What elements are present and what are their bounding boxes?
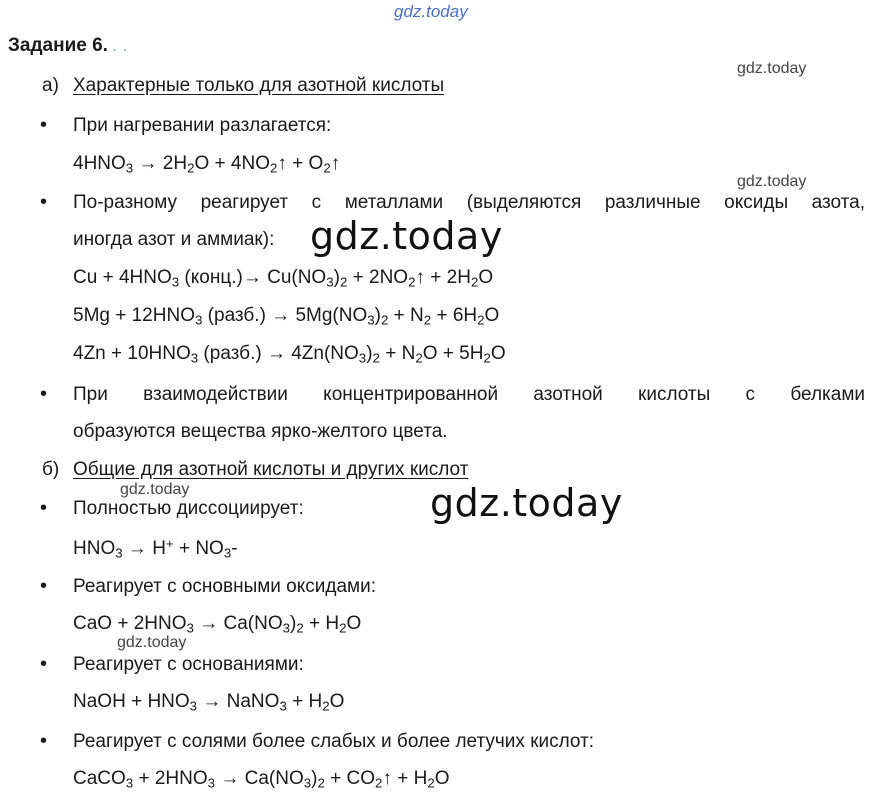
formula-subscript: 3 — [125, 160, 134, 176]
statement-text: При взаимодействии концентрированной азотной кислоты с белками — [73, 384, 865, 405]
watermark-small: gdz.today — [737, 60, 807, 77]
formula-subscript: 2 — [477, 312, 485, 328]
statement-text: Реагирует с основаниями: — [73, 654, 304, 675]
equation: $Cu + 4HNO_3$ (конц.)→ $Cu(NO_3)_2$ + $2NO_2↑ + 2H_2O$ — [73, 267, 494, 290]
equation: $HNO_3 \to H^+ + NO_3-$ — [73, 536, 238, 561]
equation: $5Mg + 12HNO_3$ (разб.) → $5Mg(NO_3)_2 + N_2 + 6H_2O$ — [73, 305, 500, 328]
formula-subscript: 2 — [427, 775, 435, 791]
bullet: • — [40, 730, 48, 752]
formula-subscript: 2 — [470, 274, 479, 290]
formula-subscript: 3 — [194, 312, 203, 328]
section-a-heading: Характерные только для азотной кислоты — [73, 75, 445, 96]
charge-superscript: + — [165, 536, 174, 551]
formula-subscript: 2 — [375, 775, 383, 791]
task-title — [8, 35, 128, 57]
formula-subscript: 3 — [303, 775, 312, 791]
formula-subscript: 2 — [423, 312, 432, 328]
formula-subscript: 3 — [223, 545, 232, 561]
formula-subscript: 3 — [171, 274, 180, 290]
bullet: • — [40, 653, 48, 675]
formula-subscript: 3 — [115, 545, 123, 561]
watermark-large: gdz.today — [310, 214, 503, 258]
statement-text: Реагирует с основными оксидами: — [73, 576, 376, 597]
formula-subscript: 3 — [207, 775, 216, 791]
bullet: • — [40, 383, 48, 405]
formula-subscript: 3 — [282, 620, 291, 636]
formula-subscript: 2 — [296, 620, 304, 636]
formula-subscript: 2 — [380, 312, 389, 328]
title-dots: . . — [111, 35, 128, 56]
statement-text: По-разному реагирует с металлами (выделяются различные оксиды азота, — [73, 192, 865, 213]
formula-subscript: 2 — [415, 350, 423, 366]
bullet: • — [40, 191, 48, 213]
statement-text: иногда азот и аммиак): — [73, 229, 275, 250]
formula-subscript: 3 — [367, 312, 375, 328]
statement-text: образуются вещества ярко-желтого цвета. — [73, 421, 448, 442]
equation: $4HNO_3 \to 2H_2O$ + $4NO_2↑$ + $O_2↑$ — [73, 153, 341, 176]
formula-subscript: 3 — [189, 698, 198, 714]
bullet: • — [40, 575, 48, 597]
formula-subscript: 3 — [125, 775, 134, 791]
statement-text: Полностью диссоциирует: — [73, 498, 304, 519]
bullet: • — [40, 497, 48, 519]
equation: CaO + $2HNO_3 \to Ca(NO_3)_2 + H_2O$ — [73, 613, 362, 636]
formula-subscript: 2 — [187, 160, 195, 176]
bullet: • — [40, 114, 48, 136]
section-b-heading: Общие для азотной кислоты и других кислот — [73, 459, 469, 480]
section-a-label: а) — [42, 75, 59, 96]
statement-text: При нагревании разлагается: — [73, 115, 332, 136]
watermark-small: gdz.today — [120, 481, 190, 498]
equation: $4Zn + 10HNO_3$ (разб.) → $4Zn(NO_3)_2 + N_2O + 5H_2O$ — [73, 343, 506, 366]
formula-subscript: 3 — [358, 350, 367, 366]
formula-subscript: 2 — [339, 620, 347, 636]
formula-subscript: 2 — [322, 698, 330, 714]
formula-subscript: 2 — [317, 775, 325, 791]
formula-subscript: 2 — [372, 350, 380, 366]
formula-subscript: 2 — [339, 274, 348, 290]
formula-subscript: 2 — [323, 160, 331, 176]
formula-subscript: 2 — [269, 160, 278, 176]
formula-subscript: 3 — [190, 350, 199, 366]
statement-text: Реагирует с солями более слабых и более летучих кислот: — [73, 731, 595, 752]
section-b-label: б) — [42, 459, 60, 480]
watermark-large: gdz.today — [430, 481, 623, 525]
formula-subscript: 3 — [326, 274, 334, 290]
formula-subscript: 3 — [186, 620, 194, 636]
watermark-small: gdz.today — [737, 173, 807, 190]
watermark-small: gdz.today — [117, 634, 187, 651]
watermark-top: gdz.today — [394, 2, 468, 21]
task-title-text: Задание 6. — [8, 35, 108, 56]
equation: CaCO$_3$ + $2HNO_3 \to Ca(NO_3)_2$ + $CO_2↑ + H_2O$ — [73, 768, 450, 791]
formula-subscript: 2 — [483, 350, 491, 366]
equation: NaOH + $HNO_3$ → NaNO$_3$ + $H_2O$ — [73, 691, 345, 714]
formula-subscript: 2 — [408, 274, 416, 290]
formula-subscript: 3 — [279, 698, 287, 714]
